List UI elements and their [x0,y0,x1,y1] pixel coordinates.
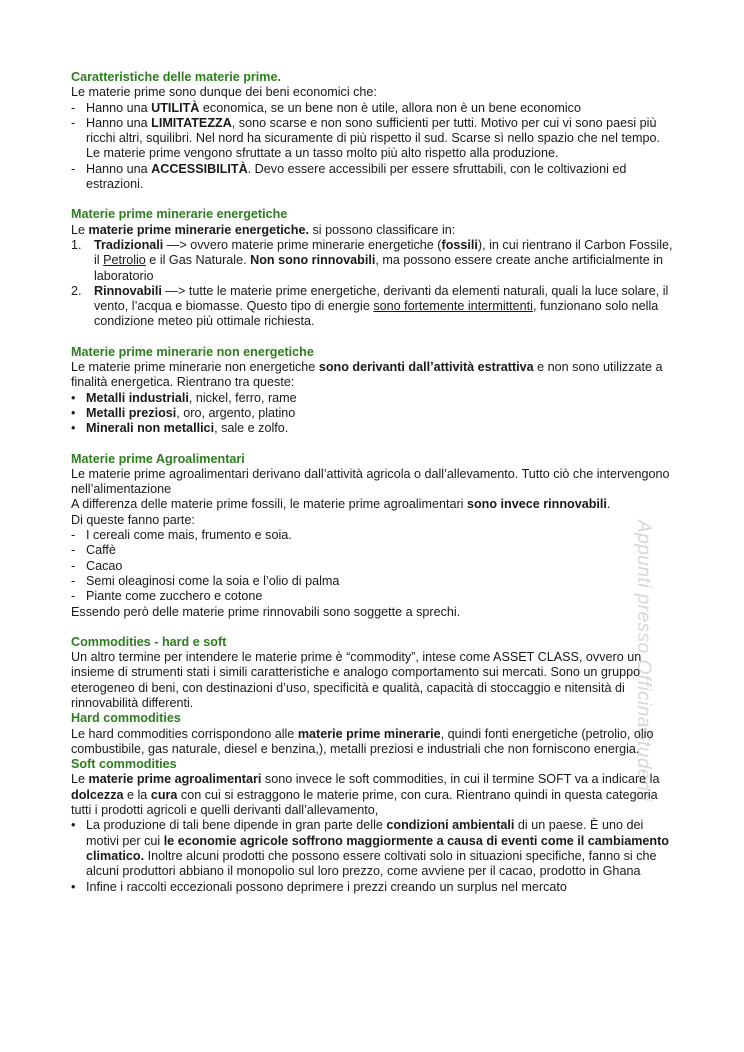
list-item: • Metalli preziosi, oro, argento, platino [71,405,296,420]
dash-marker: - [71,528,76,543]
bullet-list [71,391,677,437]
section-commodities [71,635,677,895]
dash-marker: - [71,573,76,588]
bullet-marker: • [71,879,76,894]
paragraph: Le materie prime agroalimentari sono invece le soft commodities, in cui il termine SOFT va a indicare la dolcezza e la cura con cui si estraggono le materie prime, con cura. Rientrano quindi in questa categoria tutti i prodotti agricoli e quelli derivanti dall’allevamento, [71,772,660,818]
subsection-heading: Soft commodities [71,757,177,772]
section-energetiche [71,207,677,329]
list-item: • Infine i raccolti eccezionali possono deprimere i prezzi creando un surplus nel mercato [71,879,567,894]
section-heading: Materie prime Agroalimentari [71,451,245,466]
document-page [71,70,677,895]
section-caratteristiche [71,70,677,192]
dash-marker: - [71,115,76,130]
bullet-marker: • [71,818,76,833]
list-item: • Metalli industriali, nickel, ferro, rame [71,390,297,405]
paragraph: Le materie prime agroalimentari derivano dall’attività agricola o dall’allevamento. Tutto ciò che intervengono nell’alimentazione [71,466,670,497]
list-number: 1. [71,237,82,252]
list-number: 2. [71,283,82,298]
list-item: - Piante come zucchero e cotone [71,589,263,604]
list-item: - Hanno una LIMITATEZZA, sono scarse e non sono sufficienti per tutti. Motivo per cui vi sono paesi più ricchi altri, squilibri. Nel nord ha sicuramente di più rispetto il sud. Scarse sì nello spazio che nel tempo. Le materie prime vengono sfruttate a un tasso molto più alto rispetto alla produzione. [71,115,660,161]
section-heading: Caratteristiche delle materie prime. [71,70,281,84]
paragraph: Le hard commodities corrispondono alle materie prime minerarie, quindi fonti energetiche (petrolio, olio combustibile, gas naturale, diesel e benzina,), metalli preziosi e industriali che non forniscono energia. [71,726,654,756]
dash-marker: - [71,558,76,573]
list-item: 1. Tradizionali —> ovvero materie prime minerarie energetiche (fossili), in cui rientrano il Carbon Fossile, il Petrolio e il Gas Naturale. Non sono rinnovabili, ma possono essere create anche artificialmente in laboratorio [71,237,673,283]
list-item: - Cacao [71,558,123,573]
paragraph: Le materie prime sono dunque dei beni economici che: [71,85,377,100]
list-item: - Caffè [71,543,116,558]
dash-list [71,528,677,604]
list-item: - Semi oleaginosi come la soia e l’olio di palma [71,573,340,588]
paragraph: Essendo però delle materie prime rinnovabili sono soggette a sprechi. [71,604,461,619]
list-item: - I cereali come mais, frumento e soia. [71,528,292,543]
list-item: 2. Rinnovabili —> tutte le materie prime energetiche, derivanti da elementi naturali, quali la luce solare, il vento, l’acqua e biomasse. Questo tipo di energie sono fortemente intermittenti, funzionano solo nella condizione meteo più ottimale richiesta. [71,283,669,329]
section-heading: Commodities - hard e soft [71,634,227,649]
subsection-heading: Hard commodities [71,711,181,726]
watermark-text: Appunti presso OfficinaStudenti [633,520,654,802]
list-item: - Hanno una ACCESSIBILITÀ. Devo essere accessibili per essere sfruttabili, con le coltivazioni ed estrazioni. [71,161,627,192]
section-agroalimentari [71,452,677,620]
paragraph: A differenza delle materie prime fossili, le materie prime agroalimentari sono invece rinnovabili. [71,497,611,512]
list-item: - Hanno una UTILITÀ economica, se un bene non è utile, allora non è un bene economico [71,100,581,115]
dash-marker: - [71,589,76,604]
section-heading: Materie prime minerarie energetiche [71,207,288,222]
numbered-list [71,238,677,330]
paragraph: Un altro termine per intendere le materie prime è “commodity”, intese come ASSET CLASS, ovvero un insieme di strumenti stati i simili caratteristiche e analogo comportamento sui mercati. Sono un gruppo eterogeneo di beni, con destinazioni d’uso, specificità e qualità, capacità di stoccaggio e nitensità di rinnovabilità differenti. [71,650,642,710]
paragraph: Di queste fanno parte: [71,512,195,527]
paragraph: Le materie prime minerarie energetiche. si possono classificare in: [71,222,456,237]
bullet-marker: • [71,405,76,420]
list-item: • Minerali non metallici, sale e zolfo. [71,421,289,436]
dash-marker: - [71,543,76,558]
bullet-list [71,818,677,894]
bullet-marker: • [71,390,76,405]
dash-list [71,101,677,193]
dash-marker: - [71,161,76,176]
section-non-energetiche [71,345,677,437]
paragraph: Le materie prime minerarie non energetiche sono derivanti dall’attività estrattiva e non sono utilizzate a finalità energetica. Rientrano tra queste: [71,360,663,390]
list-item: • La produzione di tali bene dipende in gran parte delle condizioni ambientali di un paese. È uno dei motivi per cui le economie agricole soffrono maggiormente a causa di eventi come il cambiamento climatico. Inoltre alcuni prodotti che possono essere coltivati solo in situazioni specifiche, fanno si che alcuni produttori abbiano il monopolio sul loro prezzo, come avviene per il cacao, prodotto in Ghana [71,818,669,879]
bullet-marker: • [71,421,76,436]
dash-marker: - [71,100,76,115]
section-heading: Materie prime minerarie non energetiche [71,344,314,359]
